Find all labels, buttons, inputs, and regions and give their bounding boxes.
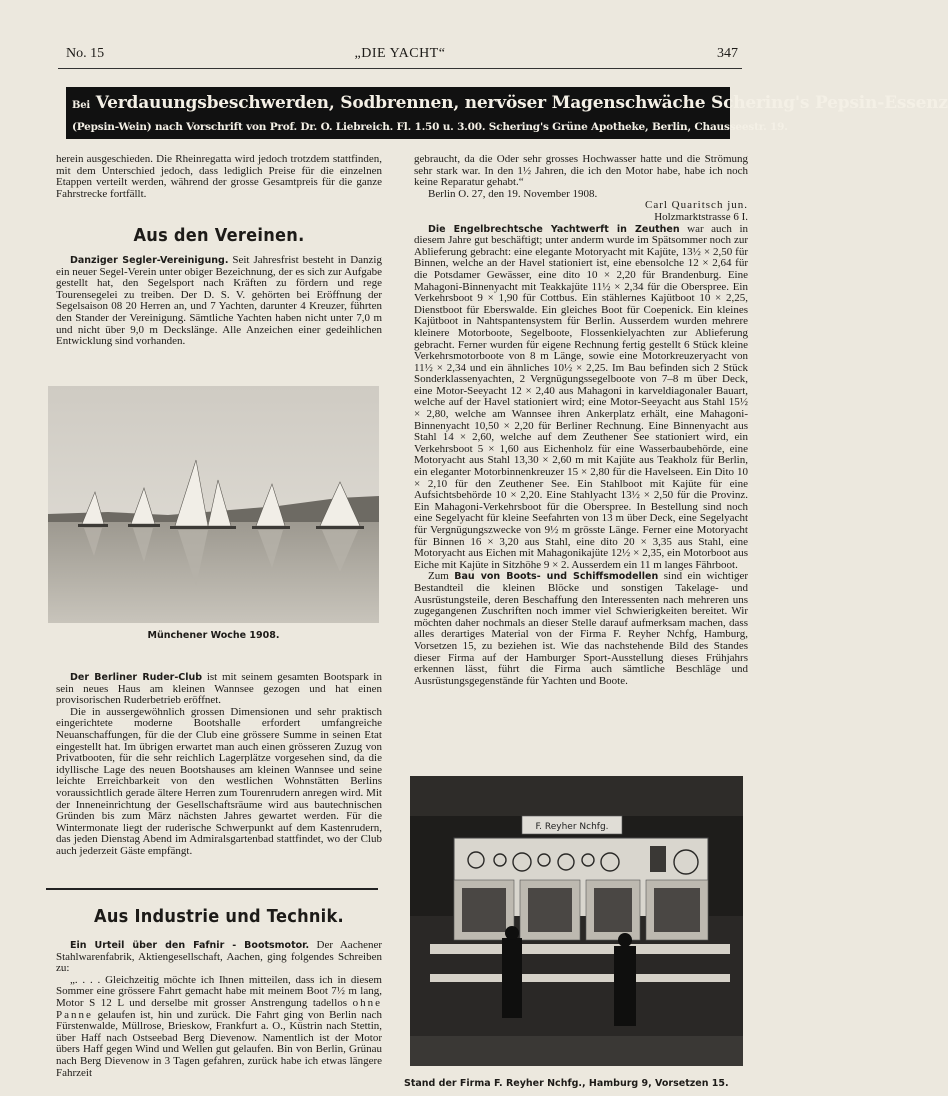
left-intro-paragraph: herein ausgeschieden. Die Rheinregatta wird jedoch trotzdem stattfinden, mit dem Unterschied jedoch, dass lediglich Preise für die einzelnen Etappen verteilt werden, während der grosse Gesamtpreis für die ganze Fahrstrecke fortfällt.: [56, 153, 382, 200]
engelbrecht-paragraph: [414, 224, 748, 572]
left-column-ruderclub: [56, 672, 382, 858]
advert-line-2: (Pepsin-Wein) nach Vorschrift von Prof. Dr. O. Liebreich. Fl. 1.50 u. 3.00. Schering's Grüne Apotheke, Berlin, Chausseestr. 19.: [72, 121, 788, 133]
engelbrecht-lead: Die Engelbrechtsche Yachtwerft in Zeuthen: [428, 223, 680, 235]
letter-date-line: Berlin O. 27, den 19. November 1908.: [428, 187, 598, 200]
modellbau-paragraph: [414, 571, 748, 687]
ruderclub-paragraph-2: Die in aussergewöhnlich grossen Dimensionen und sehr praktisch eingerichtete moderne Bootshalle erfordert umfangreiche Neuanschaffungen, für die der Club eine grössere Summe in seinen Etat eingestellt hat. Im übrigen erwartet man auch einen grösseren Zuzug von Privatbooten, für die sehr reichlich Lagerplätze vorgesehen sind, da die idyllische Lage des neuen Bootshauses am kleinen Wannsee und seine leichte Erreichbarkeit von den westlichen Wohnstätten Berlins voraussichtlich gerade ältere Herren zum Tourenrudern anregen wird. Mit der Inneneinrichtung der Gesellschaftsräume wird aus bautechnischen Gründen bis zum März nächsten Jahres gewartet werden. Für die Wintermonate liegt der ruderische Schwerpunkt auf dem Kastenrudern, das jeden Dienstag Abend im Admiralsgartenbad stattfindet, wo der Club auch jederzeit Gäste empfängt.: [56, 705, 382, 857]
regatta-photo-image: [48, 386, 379, 623]
regatta-photo: [48, 386, 379, 623]
regatta-photo-caption: Münchener Woche 1908.: [147, 630, 280, 641]
fafnir-quote-part-a: „. . . . Gleichzeitig möchte ich Ihnen mitteilen, dass ich in diesem Sommer eine grössere Fahrt gemacht habe mit meinem Boot 7½ m lang, Motor S 12 L und derselbe mit grosser Anstrengung tadellos: [56, 973, 382, 1009]
header-rule: [58, 68, 742, 69]
fafnir-quote: [56, 975, 382, 1079]
advertisement-banner: [66, 87, 948, 139]
advert-headline: Verdauungsbeschwerden, Sodbrennen, nervöser Magenschwäche Schering's Pepsin-Essenz: [95, 93, 948, 113]
modellbau-pre: Zum: [428, 570, 449, 583]
fafnir-quote-spaced: ohne Panne: [56, 996, 383, 1021]
letter-signature-name: Carl Quaritsch jun.: [644, 199, 748, 212]
exhibition-photo-caption: Stand der Firma F. Reyher Nchfg., Hamburg 9, Vorsetzen 15.: [404, 1078, 729, 1089]
fafnir-text: Der Aachener Stahlwarenfabrik, Aktiengesellschaft, Aachen, ging folgendes Schreiben zu:: [56, 939, 382, 975]
section-heading-industrie: Aus Industrie und Technik.: [94, 906, 344, 927]
left-column-danzig: [56, 255, 382, 348]
issue-number: No. 15: [66, 46, 105, 61]
left-column-fafnir: [56, 940, 382, 1079]
exhibition-stand-image: [410, 776, 743, 1066]
right-intro-paragraph: gebraucht, da die Oder sehr grosses Hochwasser hatte und die Strömung sehr stark war. In den 1½ Jahren, die ich den Motor habe, habe ich noch keine Reparatur gehabt.“: [414, 153, 748, 189]
modellbau-text: sind ein wichtiger Bestandteil die kleinen Blöcke und sonstigen Takelage- und Ausrüstungsteile, deren Beschaffung den Interessenten nach mehreren uns zugegangenen Zuschriften noch immer viel Schwierigkeiten bereitet. Wir möchten daher nochmals an dieser Stelle darauf aufmerksam machen, dass alles derartiges Material von der Firma F. Reyher Nchfg, Hamburg, Vorsetzen 15, zu beziehen ist. Wie das nachstehende Bild des Standes dieser Firma auf der Hamburger Sport-Ausstellung dieses Frühjahrs erkennen lässt, führt die Firma auch sämtliche Beschläge und Ausrüstungsgegenstände für Yachten und Boote.: [414, 570, 749, 687]
exhibition-stand-sign: F. Reyher Nchfg.: [535, 822, 609, 832]
fafnir-paragraph: [56, 940, 382, 975]
section-heading-vereine: Aus den Vereinen.: [133, 225, 305, 246]
danziger-text: Seit Jahresfrist besteht in Danzig ein neuer Segel-Verein unter obiger Bezeichnung, der es sich zur Aufgabe gestellt hat, den Segelsport nach Kräften zu fördern und rege Tourensegelei zu treiben. Der D. S. V. gehörten bei Eröffnung der Segelsaison 08 20 Herren an, und 7 Yachten, darunter 4 Kreuzer, führten den Stander der Vereinigung. Sämtliche Yachten haben nicht unter 7,0 m und nicht über 9,0 m Deckslänge. Alle Anzeichen einer gedeihlichen Entwicklung sind vorhanden.: [56, 254, 382, 348]
ruderclub-lead: Der Berliner Ruder-Club: [70, 672, 203, 683]
fafnir-lead: Ein Urteil über den Fafnir - Bootsmotor.: [70, 940, 310, 951]
right-column: [414, 154, 748, 687]
ruderclub-text: ist mit seinem gesamten Bootspark in sein neues Haus am kleinen Wannsee gezogen und hat einen provisorischen Ruderbetrieb eröffnet.: [56, 671, 382, 707]
modellbau-lead: Bau von Boots- und Schiffsmodellen: [454, 571, 659, 583]
section-divider: [46, 888, 378, 890]
advert-line-1: [72, 93, 948, 113]
advert-prefix: Bei: [72, 100, 91, 111]
running-header: [58, 46, 742, 68]
journal-title: „DIE YACHT“: [354, 46, 446, 61]
left-column-top: [56, 154, 382, 200]
exhibition-stand-photo: [410, 776, 743, 1066]
letter-signature-address: Holzmarktstrasse 6 I.: [654, 210, 748, 223]
danziger-lead: Danziger Segler-Vereinigung.: [70, 255, 229, 266]
fafnir-quote-part-b: gelaufen ist, hin und zurück. Die Fahrt ging von Berlin nach Fürstenwalde, Müllrose, Brieskow, Frankfurt a. O., Küstrin nach Stettin, über Haff nach Ostseebad Berg Dievenow. Namentlich ist der Motor übers Haff gegen Wind und Wellen gut gelaufen. Bin von Berlin, Grünau nach Berg Dievenow in 3 Tagen gefahren, zurück habe ich etwas längere Fahrzeit: [56, 1008, 382, 1079]
engelbrecht-text: war auch in diesem Jahre gut beschäftigt; unter anderm wurde im Spätsommer noch zur Ablieferung gebracht: eine elegante Motoryacht mit Kajüte, 13½ × 2,50 für Binnen, welche an der Havel stationiert ist, eine ebensolche 12 × 2,64 für die Potsdamer Gewässer, eine dito 10 × 2,20 für Brandenburg. Eine Mahagoni-Binnenyacht mit Teakkajüte 11½ × 2,34 für die Oberspree. Ein Verkehrsboot 9 × 1,90 für Cottbus. Ein stählernes Kajütboot 10 × 2,25, Dienstboot für Eberswalde. Ein gleiches Boot für Coepenick. Ein kleines Kajütboot in Nahtspantensystem für Berlin. Ausserdem wurden mehrere kleinere Motorboote, Segelboote, Flossenkielyachten zur Ablieferung gebracht. Ferner wurden für eigene Rechnung fertig gestellt 6 Stück kleine Verkehrsmotorboote von 8 m Länge, sowie eine Motorkreuzeryacht von 11½ × 2,34 und ein ähnliches 10½ × 2,25. Im Bau befinden sich 2 Stück Sonderklassenyachten, 2 Vergnügungssegelboote von 7–8 m über Deck, eine Motor-Seeyacht 12 × 2,40 aus Mahagoni in karveldiagonaler Bauart, welche auf der Havel stationiert wird; eine Motor-Seeyacht aus Stahl 15½ × 2,80, welche am Wannsee ihren Ankerplatz erhält, eine Mahagoni-Binnenyacht 10,50 × 2,20 für Berliner Rechnung. Eine Binnenyacht aus Stahl 14 × 2,60, welche auf dem Zeuthener See stationiert wird, ein Verkehrsboot 5 × 1,60 aus Eichenholz für eine Wasserbaubehörde, eine Motoryacht aus Stahl 13,30 × 2,60 m mit Kajüte aus Teakholz für Berlin, ein eleganter Motorbinnenkreuzer 15 × 2,80 für die Havelseen. Ein Dito 10 × 2,10 für den Zeuthener See. Ein Stahlboot mit Kajüte für eine Aufsichtsbehörde 10 × 2,20. Eine Stahlyacht 13½ × 2,50 für die Provinz. Ein Mahagoni-Verkehrsboot für die Oberspree. In Bestellung sind noch eine Segelyacht für kleine Seefahrten von 13 m über Deck, eine Segelyacht für Vergnügungszwecke von 9½ m grösste Länge. Ferner eine Motoryacht für Binnen 16 × 3,20 aus Stahl, eine dito 20 × 3,35 aus Stahl, eine Motoryacht aus Eichen mit Mahagonikajüte 12½ × 2,35, ein Motorboot aus Eiche mit Kajüte in Sitzhöhe 9 × 2. Ausserdem ein 11 m langes Fährboot.: [414, 222, 749, 571]
ruderclub-paragraph: [56, 672, 382, 707]
page-number: 347: [717, 46, 738, 61]
danziger-paragraph: [56, 255, 382, 348]
